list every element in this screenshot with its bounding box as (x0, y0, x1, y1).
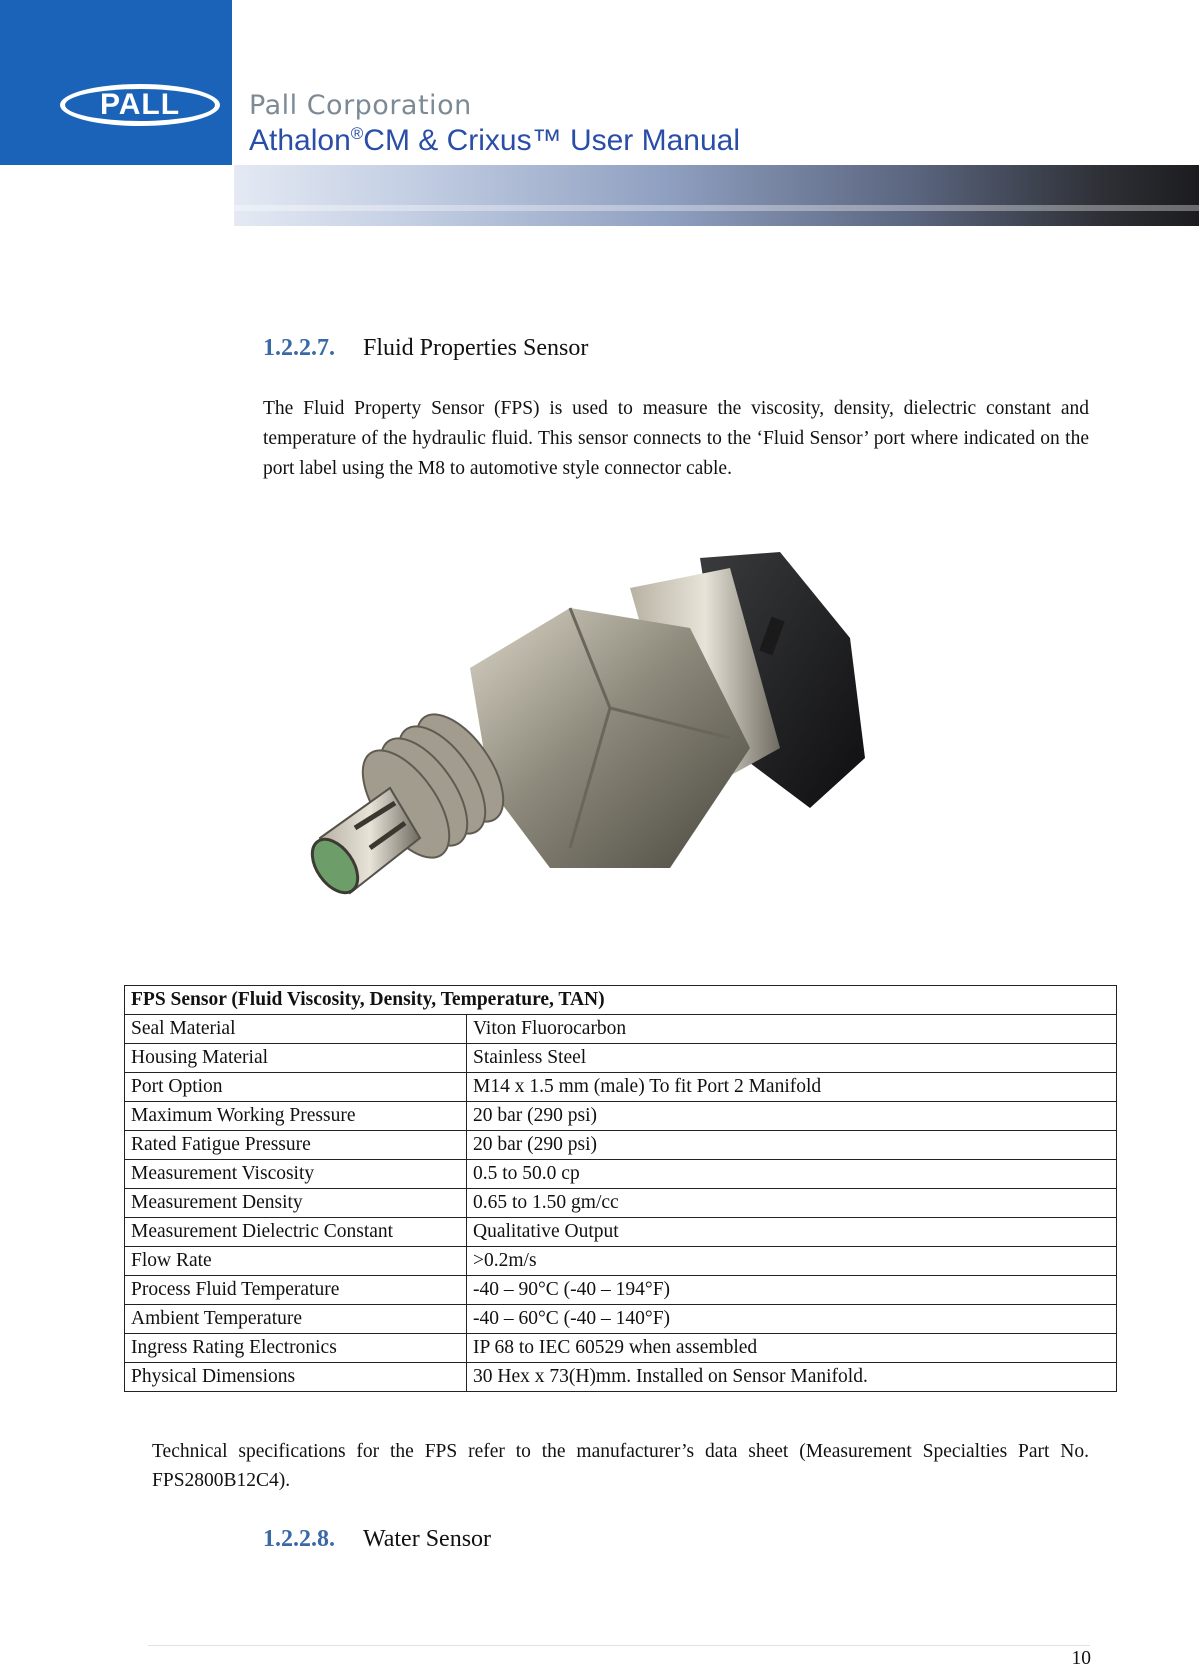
spec-value: 20 bar (290 psi) (467, 1131, 1117, 1160)
section-number: 1.2.2.7. (263, 335, 335, 361)
table-row (125, 1305, 1117, 1334)
table-row (125, 1102, 1117, 1131)
registered-mark: ® (350, 124, 364, 143)
spec-label: Measurement Viscosity (125, 1160, 467, 1189)
section-heading-fps (263, 335, 588, 362)
spec-value: -40 – 90°C (-40 – 194°F) (467, 1276, 1117, 1305)
spec-label: Flow Rate (125, 1247, 467, 1276)
logo-text: PALL (99, 88, 181, 121)
fluid-properties-sensor-image (310, 548, 930, 928)
section-title: Water Sensor (363, 1526, 492, 1552)
manual-title (249, 124, 740, 158)
table-title: FPS Sensor (Fluid Viscosity, Density, Temperature, TAN) (125, 986, 1117, 1015)
section-number: 1.2.2.8. (263, 1526, 335, 1552)
spec-label: Port Option (125, 1073, 467, 1102)
fps-spec-table (124, 985, 1117, 1392)
spec-label: Measurement Dielectric Constant (125, 1218, 467, 1247)
spec-value: 30 Hex x 73(H)mm. Installed on Sensor Manifold. (467, 1363, 1117, 1392)
table-row (125, 1276, 1117, 1305)
spec-label: Seal Material (125, 1015, 467, 1044)
spec-label: Maximum Working Pressure (125, 1102, 467, 1131)
title-suffix: CM & Crixus™ User Manual (363, 124, 741, 157)
spec-value: -40 – 60°C (-40 – 140°F) (467, 1305, 1117, 1334)
spec-label: Measurement Density (125, 1189, 467, 1218)
table-row (125, 1189, 1117, 1218)
spec-label: Physical Dimensions (125, 1363, 467, 1392)
company-name: Pall Corporation (249, 90, 472, 121)
spec-value: 0.5 to 50.0 cp (467, 1160, 1117, 1189)
spec-value: IP 68 to IEC 60529 when assembled (467, 1334, 1117, 1363)
pall-logo (60, 84, 220, 126)
table-row (125, 1218, 1117, 1247)
footer-divider (148, 1645, 1090, 1646)
section-title: Fluid Properties Sensor (363, 335, 589, 361)
spec-label: Ambient Temperature (125, 1305, 467, 1334)
page-number: 10 (1071, 1648, 1091, 1669)
spec-label: Ingress Rating Electronics (125, 1334, 467, 1363)
table-row (125, 1247, 1117, 1276)
section-paragraph: The Fluid Property Sensor (FPS) is used to measure the viscosity, density, dielectric constant and temperature of the hydraulic fluid. This sensor connects to the ‘Fluid Sensor’ port where indicated on the port label using the M8 to automotive style connector cable. (263, 398, 1089, 479)
spec-label: Housing Material (125, 1044, 467, 1073)
spec-value: Stainless Steel (467, 1044, 1117, 1073)
spec-label: Process Fluid Temperature (125, 1276, 467, 1305)
table-title-row (125, 986, 1117, 1015)
title-prefix: Athalon (249, 124, 351, 157)
spec-note: Technical specifications for the FPS refer to the manufacturer’s data sheet (Measurement Specialties Part No. FPS2800B12C4). (152, 1441, 1089, 1491)
table-row (125, 1073, 1117, 1102)
spec-label: Rated Fatigue Pressure (125, 1131, 467, 1160)
table-row (125, 1131, 1117, 1160)
table-row (125, 1363, 1117, 1392)
spec-value: Viton Fluorocarbon (467, 1015, 1117, 1044)
spec-value: 20 bar (290 psi) (467, 1102, 1117, 1131)
spec-value: >0.2m/s (467, 1247, 1117, 1276)
spec-value: Qualitative Output (467, 1218, 1117, 1247)
spec-value: M14 x 1.5 mm (male) To fit Port 2 Manifold (467, 1073, 1117, 1102)
spec-value: 0.65 to 1.50 gm/cc (467, 1189, 1117, 1218)
section-heading-water (263, 1526, 491, 1553)
header-gradient-bar (234, 165, 1199, 226)
table-row (125, 1015, 1117, 1044)
table-row (125, 1044, 1117, 1073)
table-row (125, 1334, 1117, 1363)
table-row (125, 1160, 1117, 1189)
brand-block (0, 0, 232, 165)
